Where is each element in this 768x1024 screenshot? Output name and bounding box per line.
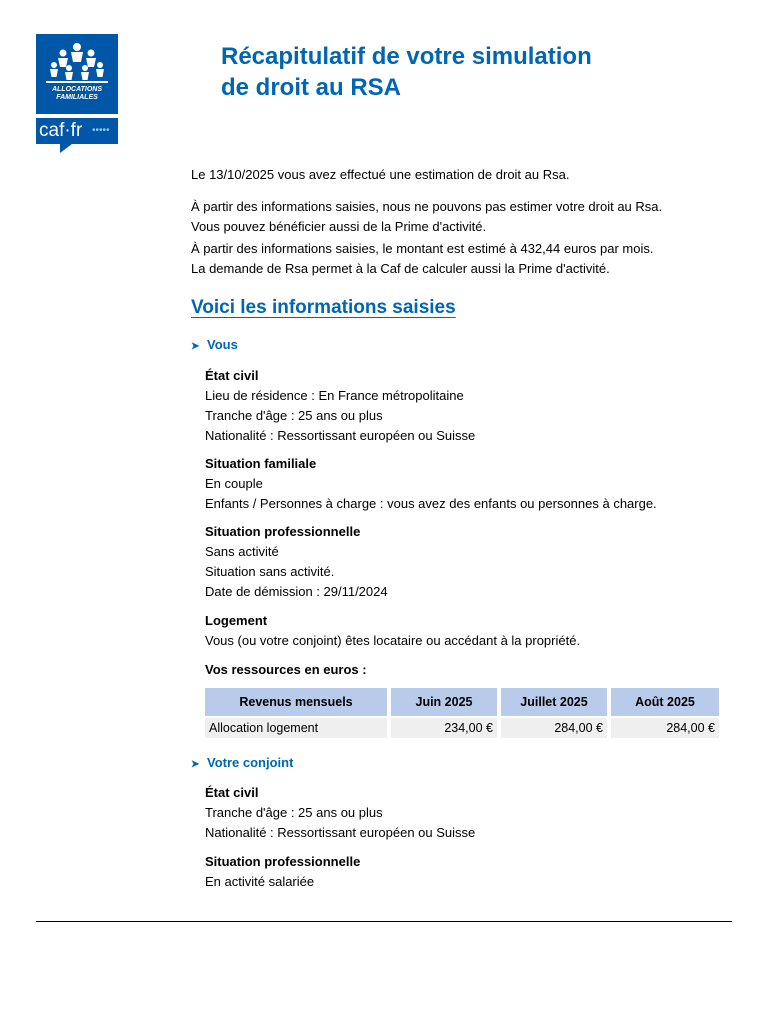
subsection-vous	[191, 337, 238, 352]
intro-line: À partir des informations saisies, nous ne pouvons pas estimer votre droit au Rsa.	[191, 199, 663, 214]
column-header: Août 2025	[611, 688, 719, 716]
logo-line-1: ALLOCATIONS	[51, 86, 103, 93]
table-cell: 284,00 €	[501, 716, 611, 738]
block-heading: Situation professionnelle	[205, 854, 361, 869]
arrow-bullet-icon: ➤	[191, 341, 200, 352]
info-line: Tranche d'âge : 25 ans ou plus	[205, 408, 383, 423]
intro-amount-paragraph	[191, 239, 731, 279]
table-cell: 234,00 €	[391, 716, 501, 738]
conjoint-etat-civil	[205, 783, 725, 843]
speech-tail-icon	[60, 144, 72, 153]
column-header: Juillet 2025	[501, 688, 611, 716]
info-line: Nationalité : Ressortissant européen ou Suisse	[205, 428, 476, 443]
block-heading: État civil	[205, 368, 259, 383]
subsection-conjoint	[191, 755, 293, 770]
footer-divider	[36, 921, 732, 922]
info-line: Sans activité	[205, 544, 279, 559]
logo-line-2: FAMILIALES	[56, 94, 98, 101]
vous-etat-civil	[205, 366, 725, 446]
logo-org-name	[36, 86, 118, 102]
arrow-bullet-icon: ➤	[191, 759, 200, 770]
vous-situation-familiale	[205, 454, 725, 514]
conjoint-situation-professionnelle	[205, 852, 725, 892]
page-title	[221, 41, 721, 103]
table-header-row	[205, 688, 719, 716]
table-row	[205, 716, 719, 738]
table-cell: 284,00 €	[611, 716, 719, 738]
subsection-vous-label: Vous	[207, 337, 238, 352]
resources-table	[205, 688, 719, 738]
caf-fr-dots: •••••	[92, 125, 110, 136]
block-heading: Situation professionnelle	[205, 524, 361, 539]
title-line-1: Récapitulatif de votre simulation	[221, 43, 592, 70]
table-cell: Allocation logement	[205, 716, 391, 738]
column-header: Revenus mensuels	[205, 688, 391, 716]
family-figures-icon	[36, 38, 118, 86]
intro-line: La demande de Rsa permet à la Caf de calculer aussi la Prime d'activité.	[191, 261, 610, 276]
caf-fr-text: caf·fr	[39, 120, 83, 141]
info-line: Date de démission : 29/11/2024	[205, 584, 388, 599]
info-line: Vous (ou votre conjoint) êtes locataire ou accédant à la propriété.	[205, 633, 581, 648]
intro-no-estimate-paragraph	[191, 197, 731, 237]
info-line: Nationalité : Ressortissant européen ou Suisse	[205, 825, 476, 840]
caf-logo	[36, 34, 118, 144]
info-line: Situation sans activité.	[205, 564, 335, 579]
info-line: En activité salariée	[205, 874, 315, 889]
block-heading: Vos ressources en euros :	[205, 662, 367, 677]
vous-logement	[205, 611, 725, 651]
intro-line: Vous pouvez bénéficier aussi de la Prime d'activité.	[191, 219, 487, 234]
section-title: Voici les informations saisies	[191, 297, 456, 318]
vous-situation-professionnelle	[205, 522, 725, 602]
block-heading: Logement	[205, 613, 268, 628]
intro-date-paragraph	[191, 165, 731, 185]
vous-ressources-heading	[205, 660, 725, 680]
info-line: Enfants / Personnes à charge : vous avez des enfants ou personnes à charge.	[205, 496, 657, 511]
intro-line: À partir des informations saisies, le montant est estimé à 432,44 euros par mois.	[191, 241, 654, 256]
caf-fr-badge	[36, 118, 118, 144]
title-line-2: de droit au RSA	[221, 74, 402, 101]
block-heading: État civil	[205, 785, 259, 800]
block-heading: Situation familiale	[205, 456, 317, 471]
column-header: Juin 2025	[391, 688, 501, 716]
intro-line: Le 13/10/2025 vous avez effectué une estimation de droit au Rsa.	[191, 167, 570, 182]
subsection-conjoint-label: Votre conjoint	[207, 755, 294, 770]
info-line: Lieu de résidence : En France métropolitaine	[205, 388, 464, 403]
info-line: En couple	[205, 476, 263, 491]
info-line: Tranche d'âge : 25 ans ou plus	[205, 805, 383, 820]
allocations-familiales-emblem	[36, 34, 118, 114]
